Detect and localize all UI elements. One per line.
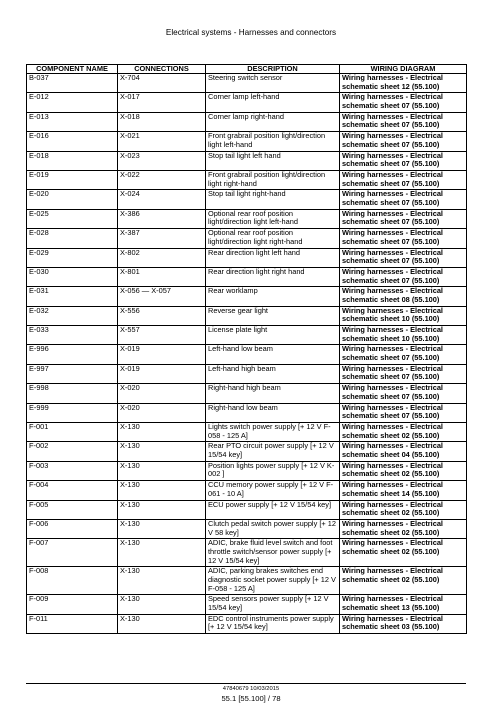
description-cell: Rear direction light right hand [206, 267, 340, 286]
wiring-diagram-link[interactable]: Wiring harnesses - Electrical schematic sheet 10 (55.100) [340, 306, 467, 325]
components-table-wrapper [26, 64, 466, 634]
header-wiring-diagram: WIRING DIAGRAM [340, 65, 467, 74]
connections-cell: X-023 [118, 151, 206, 170]
component-name-cell: E-029 [27, 248, 118, 267]
wiring-diagram-link[interactable]: Wiring harnesses - Electrical schematic sheet 02 (55.100) [340, 567, 467, 595]
connections-cell: X-130 [118, 461, 206, 480]
wiring-diagram-link[interactable]: Wiring harnesses - Electrical schematic sheet 02 (55.100) [340, 423, 467, 442]
description-cell: Corner lamp right-hand [206, 112, 340, 131]
header-component-name: COMPONENT NAME [27, 65, 118, 74]
component-name-cell: E-031 [27, 287, 118, 306]
table-row [27, 267, 467, 286]
wiring-diagram-link[interactable]: Wiring harnesses - Electrical schematic sheet 07 (55.100) [340, 132, 467, 151]
description-cell: Speed sensors power supply [+ 12 V 15/54 key] [206, 595, 340, 614]
table-row [27, 209, 467, 228]
footer-doc-code: 47840679 10/03/2015 [222, 686, 280, 692]
wiring-diagram-link[interactable]: Wiring harnesses - Electrical schematic sheet 10 (55.100) [340, 326, 467, 345]
connections-cell: X-801 [118, 267, 206, 286]
description-cell: Clutch pedal switch power supply [+ 12 V 58 key] [206, 519, 340, 538]
connections-cell: X-130 [118, 567, 206, 595]
footer-page-number: 55.1 [55.100] / 78 [221, 694, 281, 703]
component-name-cell: F-007 [27, 539, 118, 567]
connections-cell: X-020 [118, 384, 206, 403]
table-row [27, 132, 467, 151]
footer-divider [26, 683, 466, 684]
table-row [27, 614, 467, 633]
component-name-cell: E-028 [27, 229, 118, 248]
component-name-cell: B-037 [27, 74, 118, 93]
description-cell: Left-hand high beam [206, 364, 340, 383]
description-cell: Corner lamp left-hand [206, 93, 340, 112]
wiring-diagram-link[interactable]: Wiring harnesses - Electrical schematic sheet 07 (55.100) [340, 248, 467, 267]
wiring-diagram-link[interactable]: Wiring harnesses - Electrical schematic sheet 07 (55.100) [340, 229, 467, 248]
connections-cell: X-704 [118, 74, 206, 93]
table-row [27, 151, 467, 170]
table-row [27, 539, 467, 567]
component-name-cell: E-033 [27, 326, 118, 345]
description-cell: Stop tail light left hand [206, 151, 340, 170]
table-row [27, 384, 467, 403]
wiring-diagram-link[interactable]: Wiring harnesses - Electrical schematic sheet 07 (55.100) [340, 112, 467, 131]
description-cell: Rear worklamp [206, 287, 340, 306]
table-row [27, 461, 467, 480]
connections-cell: X-130 [118, 423, 206, 442]
description-cell: EDC control instruments power supply [+ 12 V 15/54 key] [206, 614, 340, 633]
wiring-diagram-link[interactable]: Wiring harnesses - Electrical schematic sheet 02 (55.100) [340, 461, 467, 480]
table-row [27, 74, 467, 93]
component-name-cell: F-004 [27, 481, 118, 500]
table-row [27, 567, 467, 595]
component-name-cell: F-001 [27, 423, 118, 442]
table-row [27, 287, 467, 306]
connections-cell: X-020 [118, 403, 206, 422]
connections-cell: X-024 [118, 190, 206, 209]
component-name-cell: E-016 [27, 132, 118, 151]
wiring-diagram-link[interactable]: Wiring harnesses - Electrical schematic sheet 07 (55.100) [340, 151, 467, 170]
component-name-cell: F-006 [27, 519, 118, 538]
description-cell: Rear direction light left hand [206, 248, 340, 267]
table-row [27, 170, 467, 189]
connections-cell: X-556 [118, 306, 206, 325]
description-cell: CCU memory power supply [+ 12 V F-061 - 10 A] [206, 481, 340, 500]
description-cell: Rear PTO circuit power supply [+ 12 V 15/54 key] [206, 442, 340, 461]
connections-cell: X-130 [118, 614, 206, 633]
description-cell: License plate light [206, 326, 340, 345]
connections-cell: X-130 [118, 500, 206, 519]
connections-cell: X-130 [118, 442, 206, 461]
wiring-diagram-link[interactable]: Wiring harnesses - Electrical schematic sheet 07 (55.100) [340, 403, 467, 422]
wiring-diagram-link[interactable]: Wiring harnesses - Electrical schematic sheet 02 (55.100) [340, 539, 467, 567]
table-row [27, 345, 467, 364]
table-row [27, 248, 467, 267]
description-cell: Position lights power supply [+ 12 V K-002 ] [206, 461, 340, 480]
connections-cell: X-017 [118, 93, 206, 112]
table-row [27, 93, 467, 112]
components-table [26, 64, 467, 634]
component-name-cell: E-012 [27, 93, 118, 112]
description-cell: ECU power supply [+ 12 V 15/54 key] [206, 500, 340, 519]
connections-cell: X-557 [118, 326, 206, 345]
wiring-diagram-link[interactable]: Wiring harnesses - Electrical schematic sheet 07 (55.100) [340, 93, 467, 112]
component-name-cell: E-025 [27, 209, 118, 228]
description-cell: Lights switch power supply [+ 12 V F-058 - 125 A] [206, 423, 340, 442]
component-name-cell: F-011 [27, 614, 118, 633]
table-row [27, 229, 467, 248]
connections-cell: X-386 [118, 209, 206, 228]
table-row [27, 403, 467, 422]
table-row [27, 190, 467, 209]
header-description: DESCRIPTION [206, 65, 340, 74]
component-name-cell: F-003 [27, 461, 118, 480]
wiring-diagram-link[interactable]: Wiring harnesses - Electrical schematic sheet 07 (55.100) [340, 267, 467, 286]
connections-cell: X-130 [118, 595, 206, 614]
table-row [27, 481, 467, 500]
component-name-cell: E-998 [27, 384, 118, 403]
connections-cell: X-021 [118, 132, 206, 151]
table-row [27, 423, 467, 442]
connections-cell: X-019 [118, 345, 206, 364]
table-row [27, 595, 467, 614]
table-row [27, 112, 467, 131]
wiring-diagram-link[interactable]: Wiring harnesses - Electrical schematic sheet 14 (55.100) [340, 481, 467, 500]
wiring-diagram-link[interactable]: Wiring harnesses - Electrical schematic sheet 03 (55.100) [340, 614, 467, 633]
description-cell: Optional rear roof position light/direction light right-hand [206, 229, 340, 248]
table-row [27, 364, 467, 383]
description-cell: Right-hand high beam [206, 384, 340, 403]
table-row [27, 442, 467, 461]
connections-cell: X-130 [118, 481, 206, 500]
description-cell: Stop tail light right-hand [206, 190, 340, 209]
component-name-cell: F-002 [27, 442, 118, 461]
description-cell: Left-hand low beam [206, 345, 340, 364]
description-cell: ADIC, parking brakes switches end diagnostic socket power supply [+ 12 V F-058 - 125 A] [206, 567, 340, 595]
connections-cell: X-130 [118, 539, 206, 567]
component-name-cell: F-008 [27, 567, 118, 595]
component-name-cell: E-020 [27, 190, 118, 209]
table-row [27, 306, 467, 325]
connections-cell: X-056 — X-057 [118, 287, 206, 306]
connections-cell: X-019 [118, 364, 206, 383]
wiring-diagram-link[interactable]: Wiring harnesses - Electrical schematic sheet 02 (55.100) [340, 500, 467, 519]
wiring-diagram-link[interactable]: Wiring harnesses - Electrical schematic sheet 07 (55.100) [340, 384, 467, 403]
description-cell: ADIC, brake fluid level switch and foot throttle switch/sensor power supply [+ 12 V 15/54 key] [206, 539, 340, 567]
wiring-diagram-link[interactable]: Wiring harnesses - Electrical schematic sheet 08 (55.100) [340, 287, 467, 306]
page-header: Electrical systems - Harnesses and connectors [165, 28, 337, 37]
description-cell: Right-hand low beam [206, 403, 340, 422]
description-cell: Steering switch sensor [206, 74, 340, 93]
wiring-diagram-link[interactable]: Wiring harnesses - Electrical schematic sheet 12 (55.100) [340, 74, 467, 93]
component-name-cell: F-005 [27, 500, 118, 519]
connections-cell: X-018 [118, 112, 206, 131]
connections-cell: X-802 [118, 248, 206, 267]
description-cell: Front grabrail position light/direction light left-hand [206, 132, 340, 151]
component-name-cell: E-997 [27, 364, 118, 383]
description-cell: Reverse gear light [206, 306, 340, 325]
description-cell: Optional rear roof position light/direction light left-hand [206, 209, 340, 228]
component-name-cell: E-019 [27, 170, 118, 189]
wiring-diagram-link[interactable]: Wiring harnesses - Electrical schematic sheet 07 (55.100) [340, 345, 467, 364]
description-cell: Front grabrail position light/direction light right-hand [206, 170, 340, 189]
wiring-diagram-link[interactable]: Wiring harnesses - Electrical schematic sheet 07 (55.100) [340, 170, 467, 189]
component-name-cell: E-032 [27, 306, 118, 325]
component-name-cell: F-009 [27, 595, 118, 614]
table-header-row [27, 65, 467, 74]
wiring-diagram-link[interactable]: Wiring harnesses - Electrical schematic sheet 04 (55.100) [340, 442, 467, 461]
wiring-diagram-link[interactable]: Wiring harnesses - Electrical schematic sheet 07 (55.100) [340, 190, 467, 209]
wiring-diagram-link[interactable]: Wiring harnesses - Electrical schematic sheet 02 (55.100) [340, 519, 467, 538]
connections-cell: X-022 [118, 170, 206, 189]
component-name-cell: E-996 [27, 345, 118, 364]
wiring-diagram-link[interactable]: Wiring harnesses - Electrical schematic sheet 07 (55.100) [340, 364, 467, 383]
component-name-cell: E-999 [27, 403, 118, 422]
table-body [27, 74, 467, 634]
header-connections: CONNECTIONS [118, 65, 206, 74]
component-name-cell: E-030 [27, 267, 118, 286]
connections-cell: X-130 [118, 519, 206, 538]
table-row [27, 326, 467, 345]
component-name-cell: E-013 [27, 112, 118, 131]
connections-cell: X-387 [118, 229, 206, 248]
wiring-diagram-link[interactable]: Wiring harnesses - Electrical schematic sheet 13 (55.100) [340, 595, 467, 614]
table-row [27, 500, 467, 519]
wiring-diagram-link[interactable]: Wiring harnesses - Electrical schematic sheet 07 (55.100) [340, 209, 467, 228]
component-name-cell: E-018 [27, 151, 118, 170]
table-row [27, 519, 467, 538]
